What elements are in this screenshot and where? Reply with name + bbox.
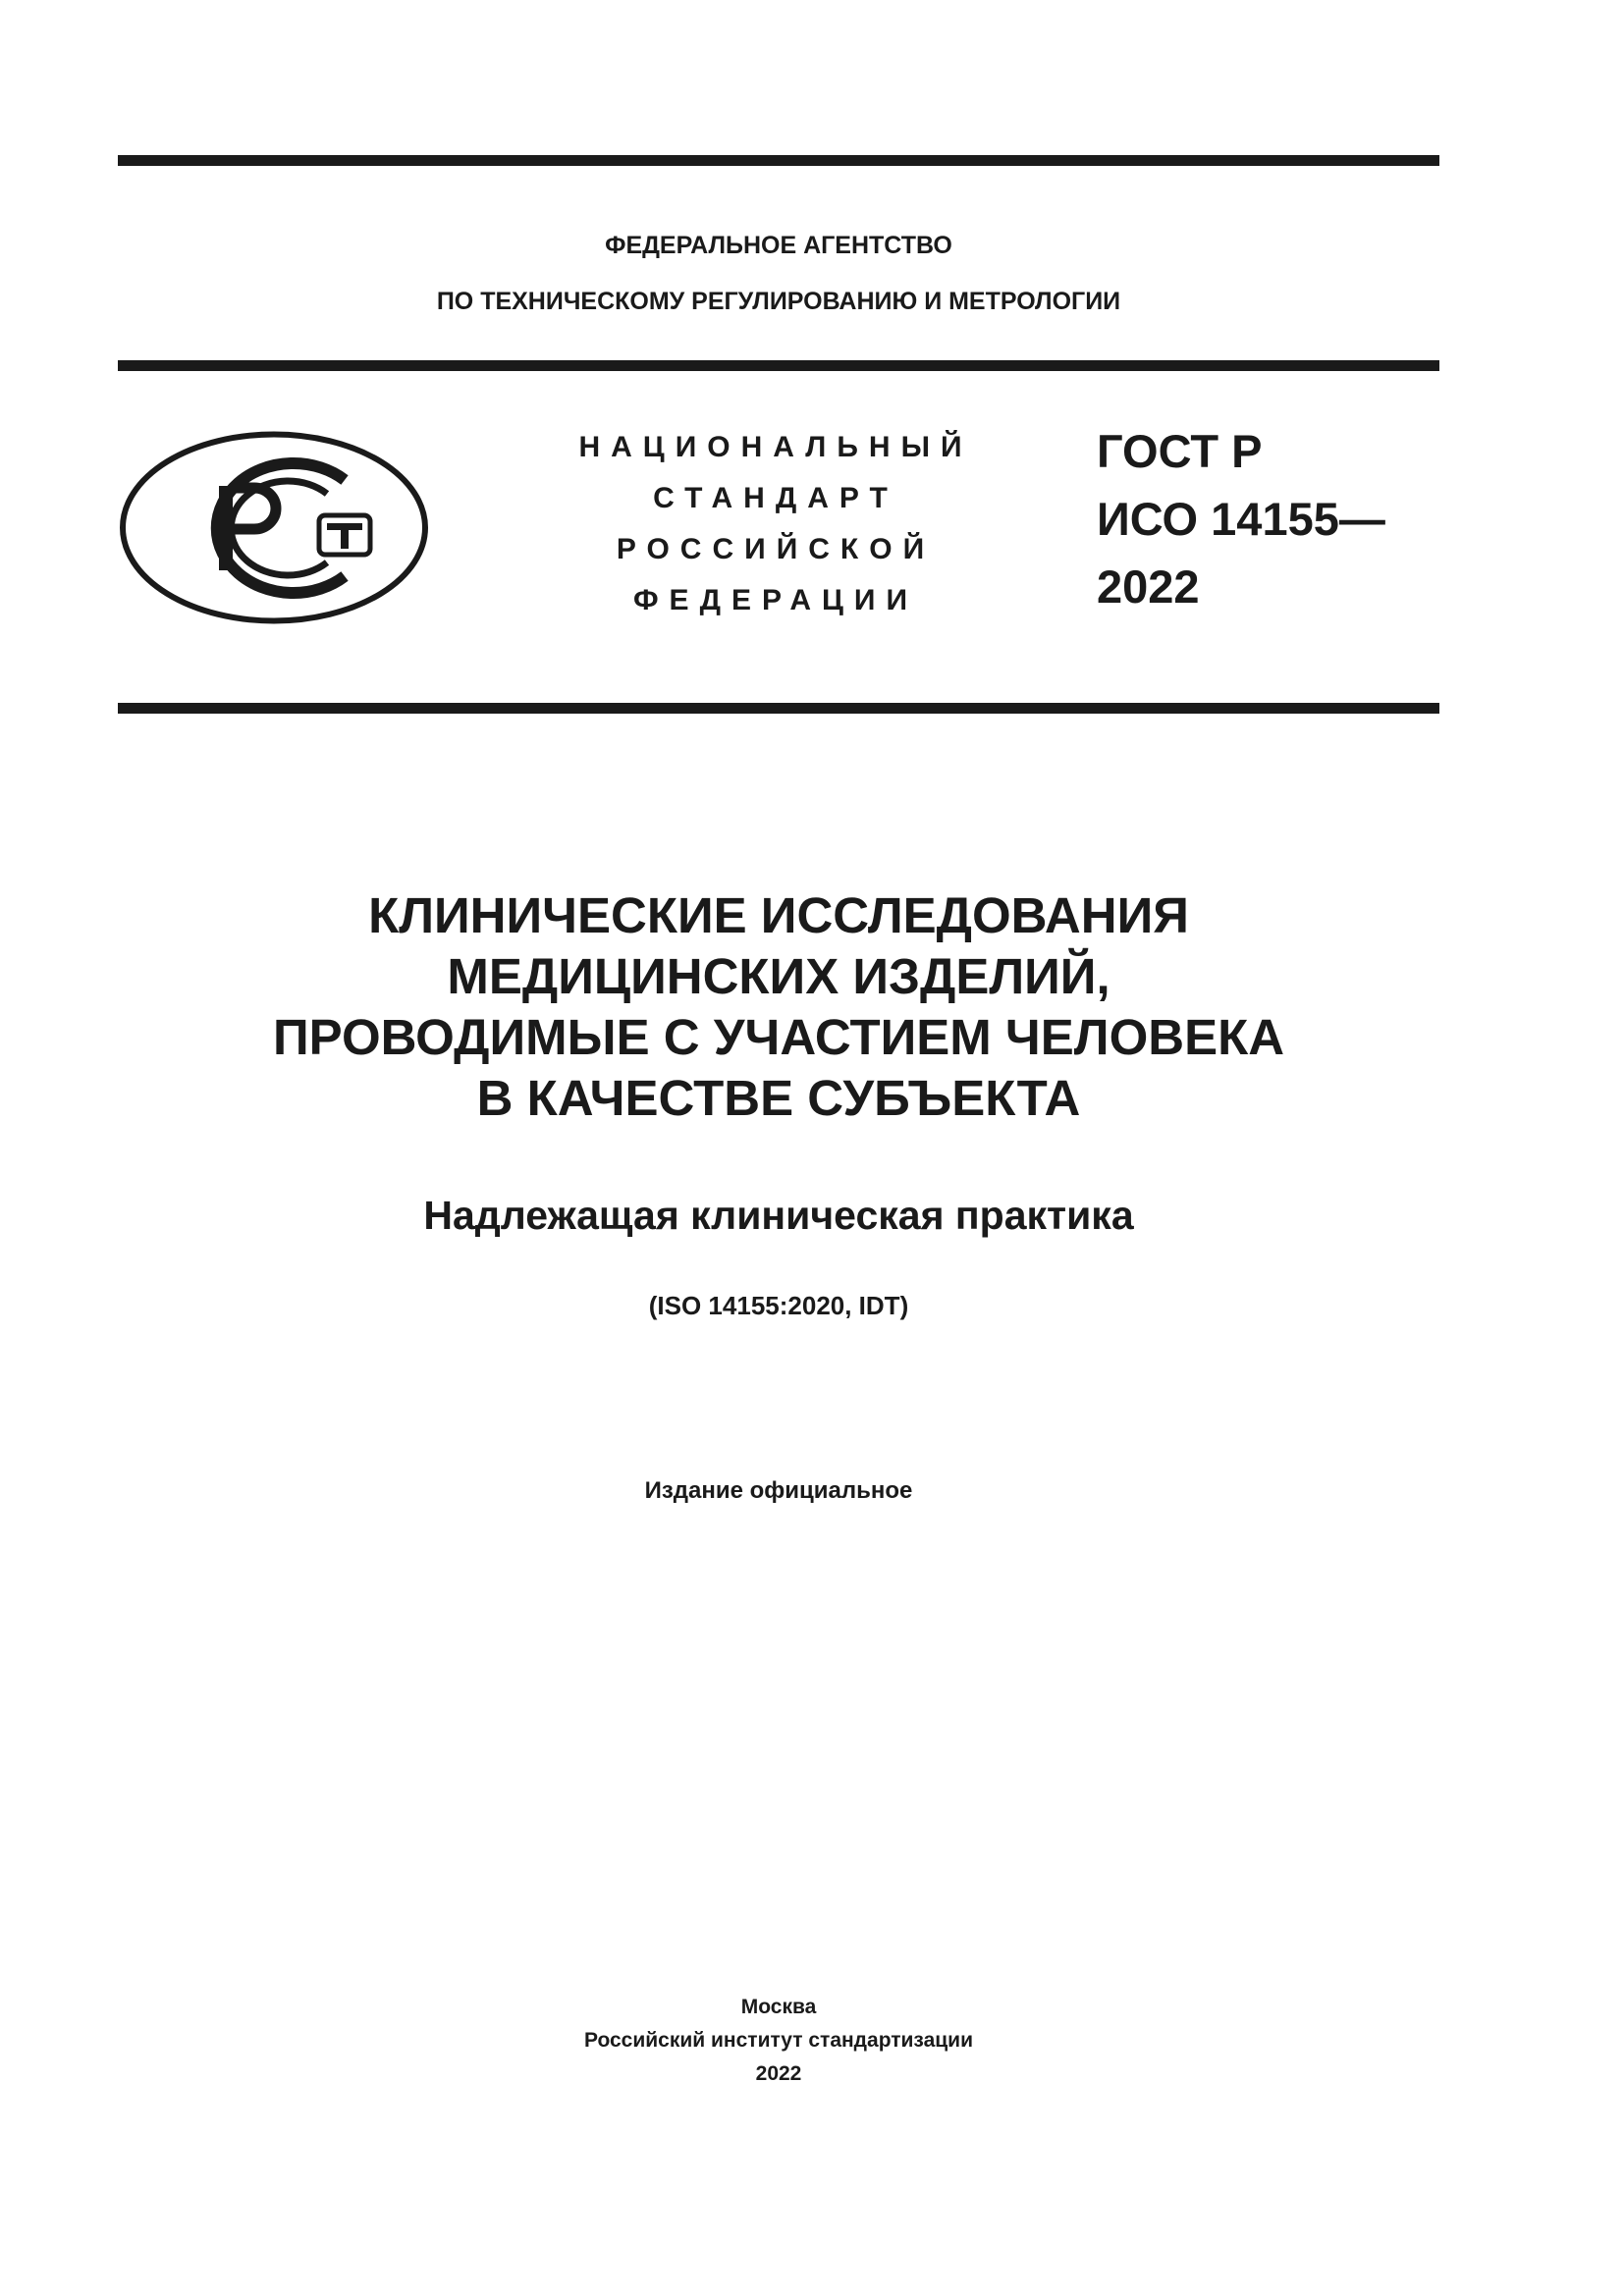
iso-reference: (ISO 14155:2020, IDT) [648,1291,909,1320]
agency-header [118,218,1439,330]
title-line-2: МЕДИЦИНСКИХ ИЗДЕЛИЙ, [447,948,1110,1004]
rst-certification-mark-icon [117,429,431,626]
national-standard-line-4: ФЕДЕРАЦИИ [632,584,919,616]
standard-code-line-2: ИСО 14155— [1097,493,1385,545]
masthead-divider [118,703,1439,714]
national-standard-line-3: РОССИЙСКОЙ [616,533,936,565]
header-divider [118,360,1439,371]
imprint-publisher: Российский институт стандартизации [583,2029,974,2052]
title-line-4: В КАЧЕСТВЕ СУБЪЕКТА [476,1070,1081,1126]
document-subtitle: Надлежащая клиническая практика [423,1193,1134,1238]
national-standard-label [530,422,1021,626]
agency-line-1: ФЕДЕРАЛЬНОЕ АГЕНТСТВО [605,232,952,259]
publisher-imprint [118,1991,1439,2091]
document-title [118,885,1439,1129]
imprint-city: Москва [740,1996,817,2018]
agency-line-2: ПО ТЕХНИЧЕСКОМУ РЕГУЛИРОВАНИЮ И МЕТРОЛОГИИ [436,288,1121,315]
title-line-1: КЛИНИЧЕСКИЕ ИССЛЕДОВАНИЯ [368,887,1189,943]
title-line-3: ПРОВОДИМЫЕ С УЧАСТИЕМ ЧЕЛОВЕКА [272,1009,1285,1065]
top-divider [118,155,1439,166]
imprint-year: 2022 [755,2062,802,2085]
national-standard-line-1: НАЦИОНАЛЬНЫЙ [578,431,973,463]
national-standard-line-2: СТАНДАРТ [653,482,898,514]
standard-designation [1097,417,1385,620]
standard-code-line-1: ГОСТ Р [1097,425,1263,477]
standard-code-line-3: 2022 [1097,561,1200,613]
edition-note: Издание официальное [644,1477,913,1504]
